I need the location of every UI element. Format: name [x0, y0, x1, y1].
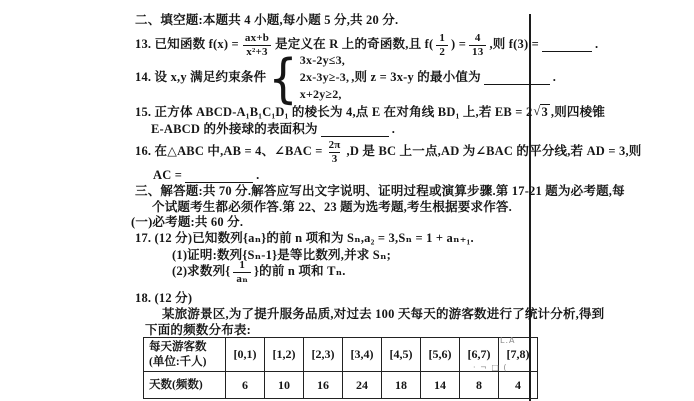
question-16-line2: AC = . [153, 168, 260, 182]
fraction: $\frac{4}{13}$ [469, 32, 486, 57]
interval-cell: [3,4) [343, 338, 382, 372]
section3-header-line1: 三、解答题:共 70 分.解答应写出文字说明、证明过程或演算步骤.第 17-21 题为必考题,每 [135, 184, 625, 198]
answer-blank [542, 38, 592, 52]
question-18-line3: 下面的频数分布表: [145, 323, 251, 337]
count-cell: 6 [226, 372, 265, 399]
fraction: $\frac{ax+b}{\text{x²+3}}$ [244, 32, 270, 58]
question-16-line1: 16. 在△ABC 中,AB = 4、∠BAC = $\frac{2\pi}{3}$ ,D 是 BC 上一点,AD 为∠BAC 的平分线,若 AD = 3,则 [135, 139, 642, 165]
interval-cell: [7,8) [499, 338, 538, 372]
scan-artifact-top: L.A [500, 336, 516, 345]
interval-cell: [5,6) [421, 338, 460, 372]
count-cell: 10 [265, 372, 304, 399]
question-14: 14. 设 x,y 满足约束条件 { 3x-2y≤3, 2x-3y≥-3, x+2y≥2, ,则 z = 3x-y 的最小值为 . [135, 46, 557, 110]
question-18-line1: 18. (12 分) [135, 291, 193, 305]
section3-header-line2: 个试题考生都必须作答.第 22、23 题为选考题,考生根据要求作答. [152, 200, 512, 214]
table-header-visitors-line2: (单位:千人) [149, 355, 207, 368]
interval-cell: [1,2) [265, 338, 304, 372]
section3-sub-header: (一)必考题:共 60 分. [131, 215, 244, 229]
table-header-visitors-line1: 每天游客数 [149, 341, 207, 354]
constraint-row: x+2y≥2, [299, 86, 342, 101]
answer-blank [321, 123, 389, 137]
interval-cell: [2,3) [304, 338, 343, 372]
constraint-row: 2x-3y≥-3, [299, 70, 350, 85]
constraint-system: { 3x-2y≤3, 2x-3y≥-3, x+2y≥2, [268, 46, 350, 110]
question-18-line2: 某旅游景区,为了提升服务品质,对过去 100 天每天的游客数进行了统计分析,得到 [162, 307, 605, 321]
interval-cell: [4,5) [382, 338, 421, 372]
fraction: $\frac{1}{\text{aₙ}}$ [233, 259, 251, 284]
scan-artifact-bottom: · ¬ □ ( [473, 363, 508, 372]
table-header-visitors [144, 338, 226, 372]
table-row-counts [144, 372, 538, 399]
count-cell: 18 [382, 372, 421, 399]
question-15-line1: 15. 正方体 ABCD-A₁B₁C₁D₁ 的棱长为 4,点 E 在对角线 BD₁ 上,若 EB = 2 √ 3 ,则四棱锥 [135, 104, 606, 119]
count-cell: 8 [460, 372, 499, 399]
interval-cell: [0,1) [226, 338, 265, 372]
question-17-part2: (2)求数列{ $\frac{1}{\text{aₙ}}$ }的前 n 项和 Tₙ. [172, 259, 346, 285]
constraint-row: 3x-2y≤3, [299, 53, 345, 68]
table-header-days: 天数(频数) [144, 372, 226, 399]
fraction: $\frac{1}{2}$ [436, 32, 448, 57]
count-cell: 14 [421, 372, 460, 399]
fraction: $\frac{2\pi}{3}$ [328, 139, 341, 165]
count-cell: 24 [343, 372, 382, 399]
interval-cell: [6,7) [460, 338, 499, 372]
question-17-line1: 17. (12 分)已知数列{aₙ}的前 n 项和为 Sₙ,a₂ = 3,Sₙ = 1 + aₙ₊₁. [135, 231, 474, 245]
answer-blank [484, 71, 550, 85]
count-cell: 16 [304, 372, 343, 399]
count-cell: 4 [499, 372, 538, 399]
square-root: √ 3 [533, 104, 548, 119]
question-13: 13. 已知函数 f(x) = $\frac{ax+b}{\text{x²+3}}$ 是定义在 R 上的奇函数,且 f( $\frac{1}{2}$ ) = $\frac{4}{13}$ ,则 f(3) = . [135, 32, 599, 58]
section2-header: 二、填空题:本题共 4 小题,每小题 5 分,共 20 分. [135, 13, 399, 27]
answer-blank [185, 169, 253, 183]
question-15-line2: E-ABCD 的外接球的表面积为 . [151, 122, 396, 136]
question-17-part1: (1)证明:数列{Sₙ-1}是等比数列,并求 Sₙ; [172, 248, 391, 262]
